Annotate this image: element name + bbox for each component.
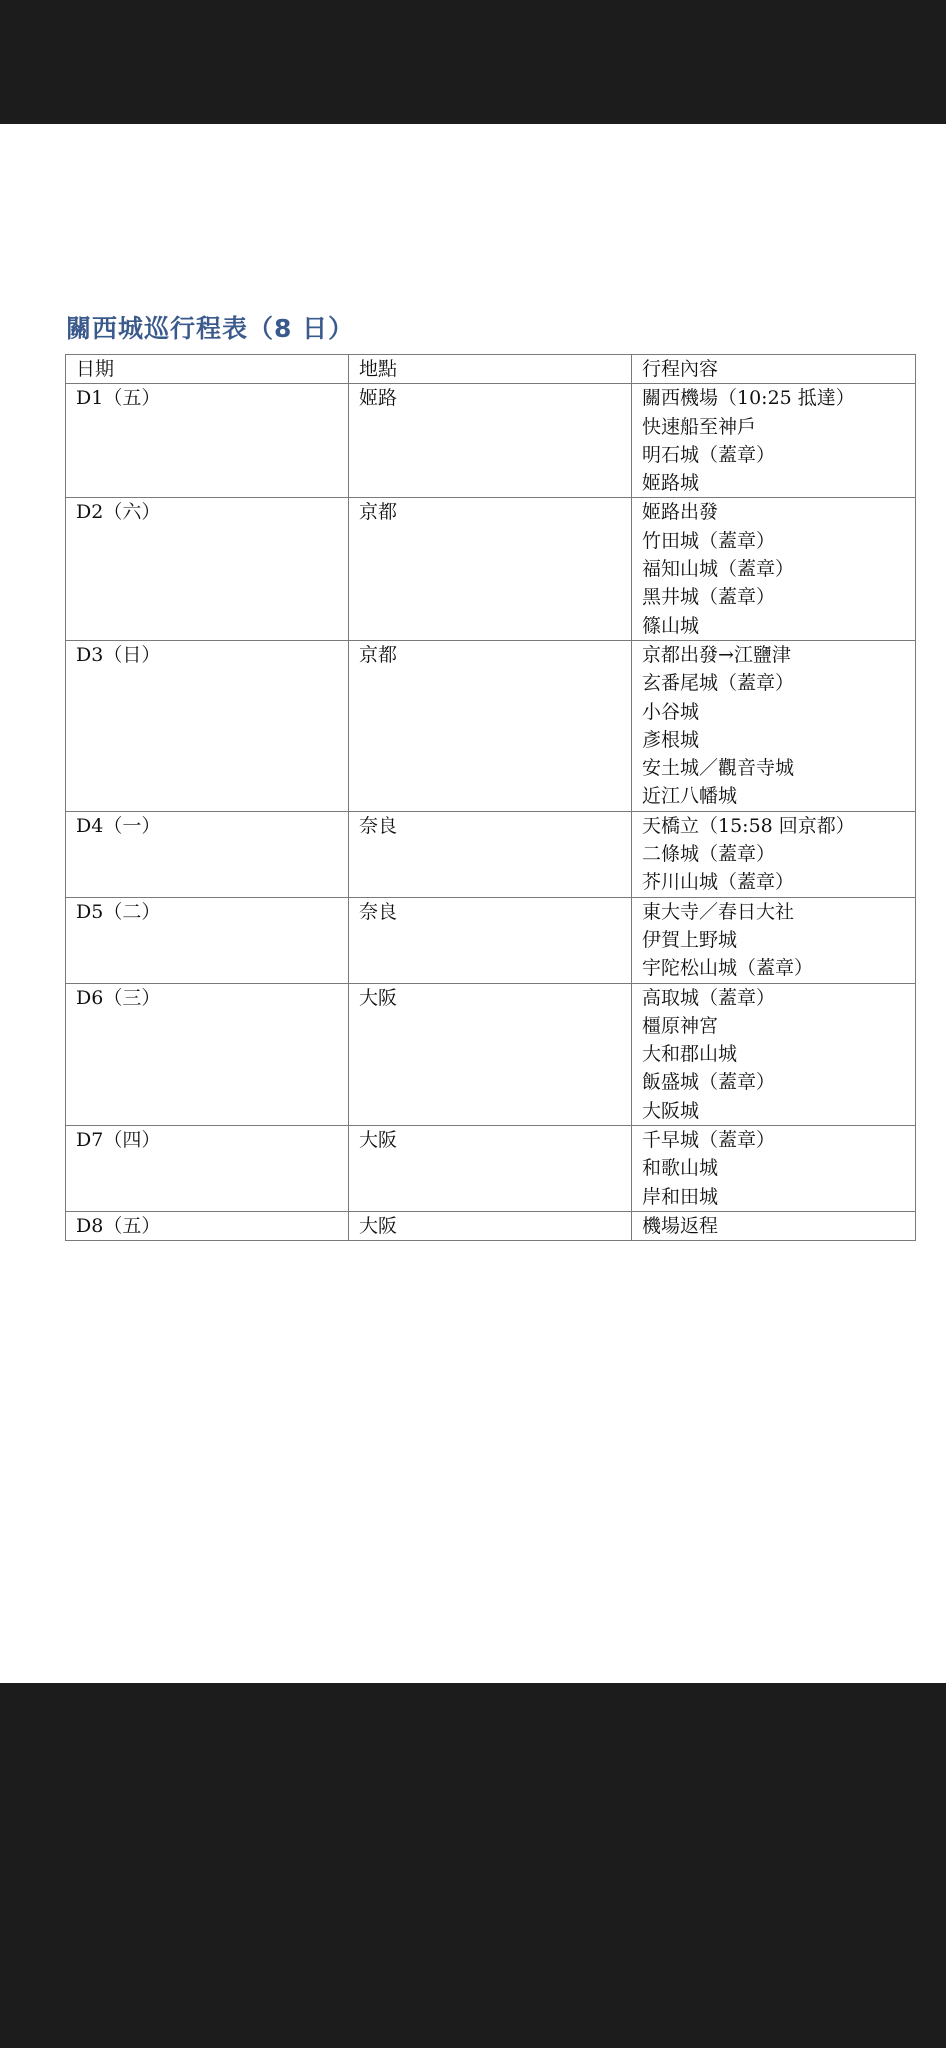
day-cell: D6（三） [66,983,349,1125]
schedule-item: 二條城（蓋章） [642,843,776,866]
schedule-item: 明石城（蓋章） [642,443,776,466]
schedule-item: 宇陀松山城（蓋章） [642,957,814,980]
schedule-item: 快速船至神戶 [642,415,757,438]
schedule-item: 機場返程 [642,1214,719,1237]
column-header-schedule: 行程內容 [632,355,916,384]
schedule-item: 千早城（蓋章） [642,1129,776,1152]
schedule-cell [632,1211,916,1240]
table-row [66,498,916,640]
top-status-bar [0,0,946,124]
day-cell: D5（二） [66,897,349,983]
table-row [66,897,916,983]
schedule-cell [632,1126,916,1212]
day-cell: D3（日） [66,640,349,811]
table-row [66,640,916,811]
place-cell: 京都 [349,498,632,640]
schedule-cell [632,983,916,1125]
place-cell: 大阪 [349,983,632,1125]
schedule-item: 東大寺／春日大社 [642,900,795,923]
day-cell: D7（四） [66,1126,349,1212]
schedule-item: 姬路城 [642,472,700,495]
schedule-item: 京都出發→江鹽津 [642,643,791,666]
schedule-item: 彥根城 [642,728,700,751]
place-cell: 大阪 [349,1211,632,1240]
document-page [0,124,946,1683]
place-cell: 奈良 [349,811,632,897]
schedule-cell [632,384,916,498]
schedule-item: 橿原神宮 [642,1014,719,1037]
document-title: 關西城巡行程表（8 日） [66,314,355,343]
place-cell: 大阪 [349,1126,632,1212]
schedule-item: 大阪城 [642,1099,700,1122]
schedule-item: 大和郡山城 [642,1043,738,1066]
day-cell: D2（六） [66,498,349,640]
place-cell: 京都 [349,640,632,811]
column-header-date: 日期 [66,355,349,384]
itinerary-rows [66,384,916,1241]
schedule-item: 和歌山城 [642,1157,719,1180]
schedule-item: 姬路出發 [642,501,719,524]
table-header-row [66,355,916,384]
schedule-item: 伊賀上野城 [642,928,738,951]
schedule-item: 玄番尾城（蓋章） [642,672,795,695]
place-cell: 姬路 [349,384,632,498]
place-cell: 奈良 [349,897,632,983]
schedule-item: 高取城（蓋章） [642,986,776,1009]
schedule-item: 芥川山城（蓋章） [642,871,795,894]
column-header-place: 地點 [349,355,632,384]
itinerary-table [65,354,916,1241]
table-row [66,811,916,897]
schedule-item: 黑井城（蓋章） [642,586,776,609]
schedule-cell [632,498,916,640]
schedule-item: 飯盛城（蓋章） [642,1071,776,1094]
schedule-item: 天橋立（15:58 回京都） [642,814,855,837]
schedule-cell [632,897,916,983]
schedule-cell [632,640,916,811]
table-row [66,1211,916,1240]
day-cell: D4（一） [66,811,349,897]
day-cell: D8（五） [66,1211,349,1240]
schedule-cell [632,811,916,897]
table-row [66,983,916,1125]
schedule-item: 近江八幡城 [642,785,738,808]
table-row [66,1126,916,1212]
day-cell: D1（五） [66,384,349,498]
schedule-item: 關西機場（10:25 抵達） [642,387,855,410]
schedule-item: 篠山城 [642,614,700,637]
schedule-item: 竹田城（蓋章） [642,529,776,552]
schedule-item: 安土城／觀音寺城 [642,757,795,780]
schedule-item: 福知山城（蓋章） [642,558,795,581]
schedule-item: 小谷城 [642,700,700,723]
table-row [66,384,916,498]
bottom-bar [0,1683,946,2048]
schedule-item: 岸和田城 [642,1185,719,1208]
